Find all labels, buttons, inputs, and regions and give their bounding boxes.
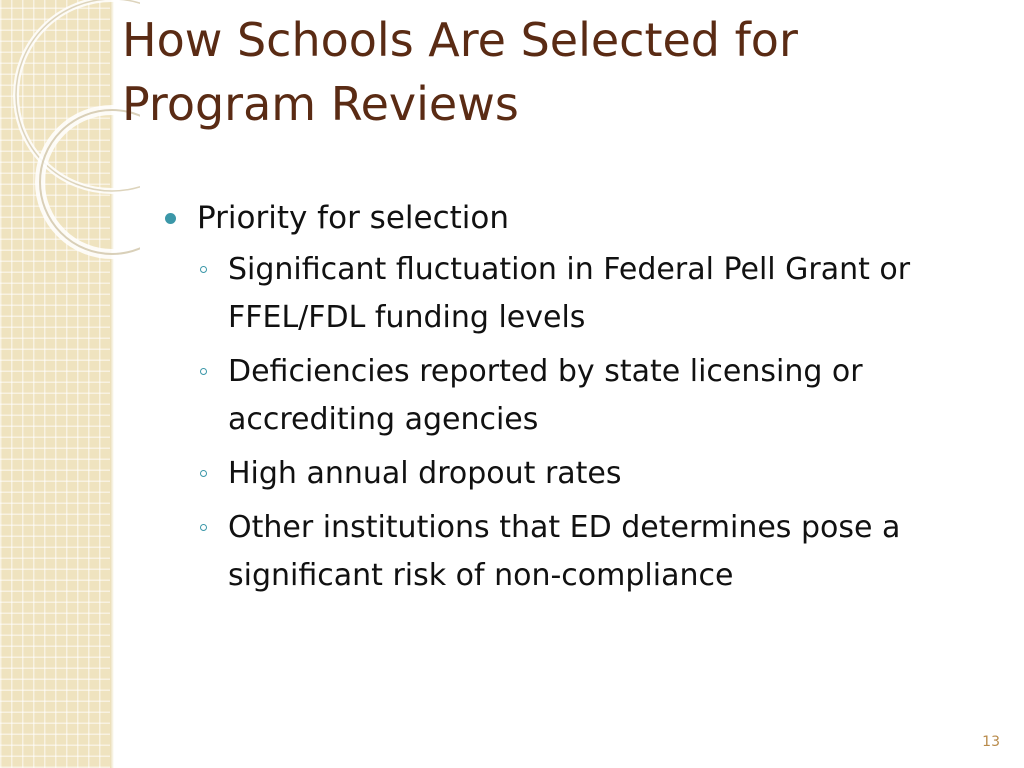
sub-bullet-text: Deficiencies reported by state licensing or accrediting agencies	[228, 354, 863, 437]
sub-bullet-item	[197, 348, 985, 444]
slide-content	[165, 196, 985, 600]
slide-title-line-1: How Schools Are Selected for	[122, 13, 798, 67]
sub-bullet-ring-icon	[200, 470, 207, 477]
sub-bullet-ring-icon	[200, 524, 207, 531]
decorative-rings	[0, 0, 140, 260]
sub-bullet-item	[197, 450, 985, 498]
sub-bullet-item	[197, 504, 985, 600]
bullet-dot-icon	[165, 213, 176, 224]
slide-title	[122, 8, 1002, 136]
sub-bullet-text: High annual dropout rates	[228, 456, 622, 491]
sub-bullet-text: Significant fluctuation in Federal Pell Grant or FFEL/FDL funding levels	[228, 252, 911, 335]
bullet-item	[165, 196, 985, 240]
sub-bullet-ring-icon	[200, 368, 207, 375]
bullet-text: Priority for selection	[197, 200, 509, 236]
sub-bullet-item	[197, 246, 985, 342]
slide-title-line-2: Program Reviews	[122, 77, 519, 131]
page-number: 13	[982, 734, 1000, 750]
sub-bullet-text: Other institutions that ED determines pose a significant risk of non-compliance	[228, 510, 901, 593]
sub-bullet-ring-icon	[200, 266, 207, 273]
